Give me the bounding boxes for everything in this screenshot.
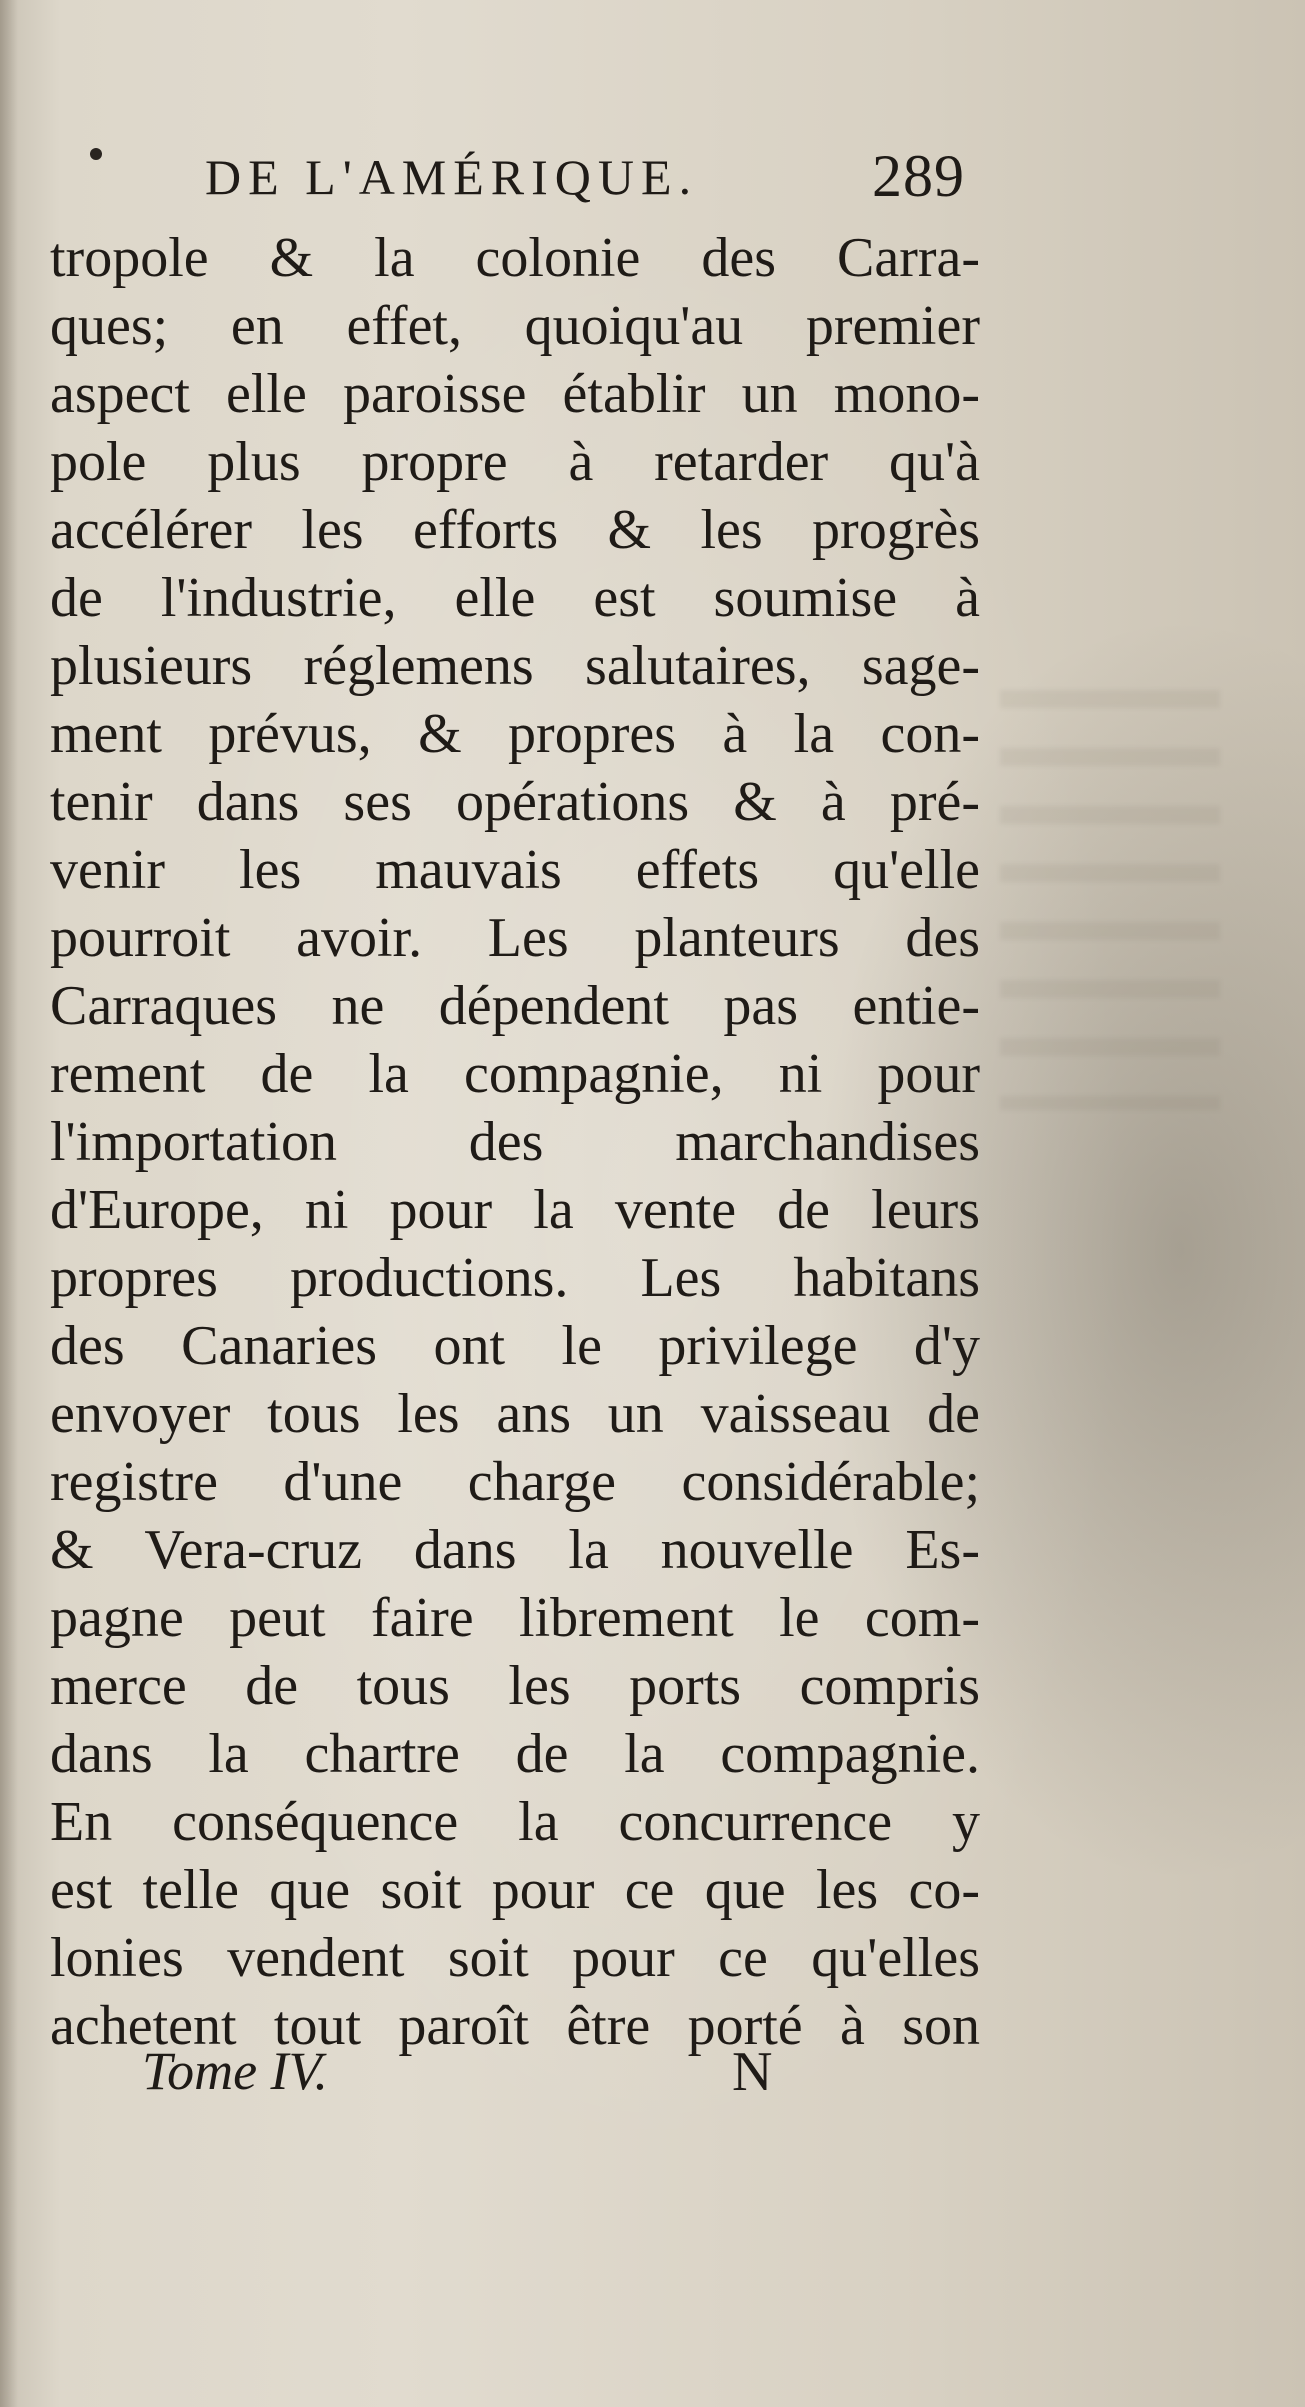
text-line: ques; en effet, quoiqu'au premier xyxy=(50,295,980,357)
show-through-text xyxy=(1000,690,1220,1110)
text-line: rement de la compagnie, ni pour xyxy=(50,1043,980,1105)
text-line: pourroit avoir. Les planteurs des xyxy=(50,907,980,969)
text-line: accélérer les efforts & les progrès xyxy=(50,499,980,561)
running-head-title: DE L'AMÉRIQUE. xyxy=(205,149,699,205)
page-number: 289 xyxy=(872,143,965,209)
text-line: envoyer tous les ans un vaisseau de xyxy=(50,1383,980,1445)
text-line: merce de tous les ports compris xyxy=(50,1655,980,1717)
text-line: Carraques ne dépendent pas entie- xyxy=(50,975,980,1037)
text-line: venir les mauvais effets qu'elle xyxy=(50,839,980,901)
text-line: aspect elle paroisse établir un mono- xyxy=(50,363,980,425)
text-line: & Vera-cruz dans la nouvelle Es- xyxy=(50,1519,980,1581)
signature-mark: N xyxy=(732,2041,773,2103)
page-footer xyxy=(142,2040,802,2120)
text-line: des Canaries ont le privilege d'y xyxy=(50,1315,980,1377)
body-text xyxy=(50,224,980,2060)
ink-dot xyxy=(90,148,102,160)
text-line: tenir dans ses opérations & à pré- xyxy=(50,771,980,833)
gutter-shadow xyxy=(0,0,18,2407)
text-line: registre d'une charge considérable; xyxy=(50,1451,980,1513)
text-line: pole plus propre à retarder qu'à xyxy=(50,431,980,493)
text-line: En conséquence la concurrence y xyxy=(50,1791,980,1853)
text-line: d'Europe, ni pour la vente de leurs xyxy=(50,1179,980,1241)
volume-label: Tome IV. xyxy=(142,2041,329,2101)
text-line: l'importation des marchandises xyxy=(50,1111,980,1173)
text-line: est telle que soit pour ce que les co- xyxy=(50,1859,980,1921)
text-line: dans la chartre de la compagnie. xyxy=(50,1723,980,1785)
text-line: tropole & la colonie des Carra- xyxy=(50,227,980,289)
text-line: propres productions. Les habitans xyxy=(50,1247,980,1309)
text-line: lonies vendent soit pour ce qu'elles xyxy=(50,1927,980,1989)
text-line: pagne peut faire librement le com- xyxy=(50,1587,980,1649)
text-line: de l'industrie, elle est soumise à xyxy=(50,567,980,629)
text-line: achetent tout paroît être porté à son xyxy=(50,1995,980,2057)
running-head xyxy=(205,143,965,218)
text-line: ment prévus, & propres à la con- xyxy=(50,703,980,765)
text-line: plusieurs réglemens salutaires, sage- xyxy=(50,635,980,697)
